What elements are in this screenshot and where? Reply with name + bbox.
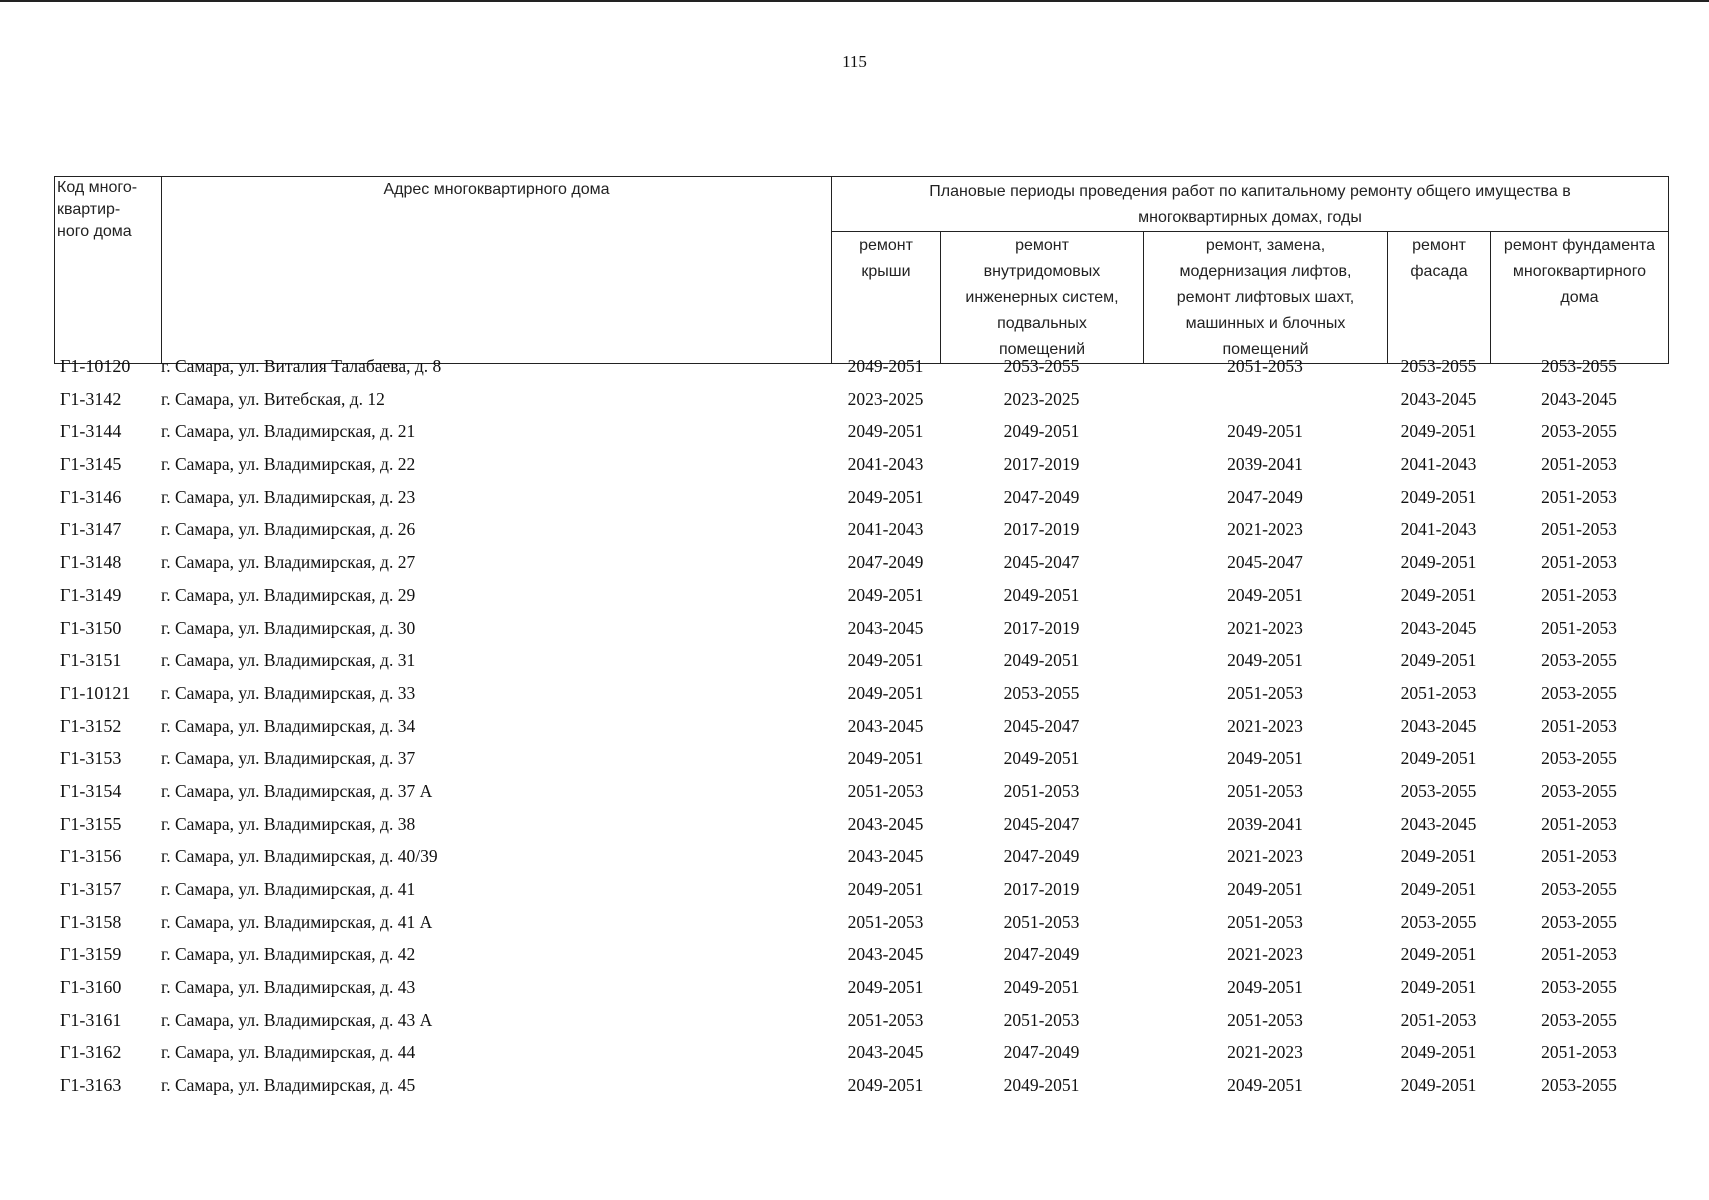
foundation-period-cell: 2053-2055 <box>1541 879 1617 899</box>
elevators-period-cell: 2039-2041 <box>1227 813 1303 834</box>
code-header-line: квартир- <box>57 201 121 218</box>
header-line: модернизация лифтов, <box>1179 263 1352 280</box>
engineering-period-cell: 2051-2053 <box>1003 780 1080 801</box>
header-line: инженерных систем, <box>965 289 1119 306</box>
facade-period-cell: 2049-2051 <box>1400 584 1477 605</box>
address-cell: г. Самара, ул. Владимирская, д. 37 <box>161 748 416 769</box>
header-line: ремонт фундамента <box>1503 237 1656 254</box>
table-row <box>54 618 1668 651</box>
foundation-period-cell: 2053-2055 <box>1541 1009 1617 1030</box>
foundation-period-cell: 2051-2053 <box>1541 813 1617 834</box>
foundation-period-cell: 2053-2055 <box>1541 977 1617 998</box>
house-code-cell: Г1-3145 <box>60 454 122 475</box>
address-cell: г. Самара, ул. Владимирская, д. 40/39 <box>161 846 438 867</box>
facade-period-cell: 2053-2055 <box>1400 780 1477 801</box>
table-row <box>54 487 1668 520</box>
table-row <box>54 846 1668 879</box>
facade-period-cell: 2049-2051 <box>1400 1075 1477 1096</box>
elevators-period-cell: 2045-2047 <box>1227 552 1303 573</box>
facade-period-cell: 2049-2051 <box>1400 650 1477 671</box>
foundation-period-cell: 2051-2053 <box>1541 584 1617 605</box>
engineering-period-cell: 2047-2049 <box>1003 1042 1080 1063</box>
engineering-column-header <box>941 232 1144 364</box>
elevators-period-cell: 2021-2023 <box>1227 1042 1303 1063</box>
engineering-period-cell: 2049-2051 <box>1003 584 1080 605</box>
engineering-period-cell: 2017-2019 <box>1003 879 1080 899</box>
elevators-period-cell: 2051-2053 <box>1227 356 1303 376</box>
elevators-period-cell <box>1143 389 1387 422</box>
address-cell: г. Самара, ул. Владимирская, д. 37 А <box>161 780 433 801</box>
house-code-cell: Г1-10121 <box>60 682 131 703</box>
house-code-cell: Г1-3163 <box>60 1075 122 1096</box>
house-code-cell: Г1-3158 <box>60 911 122 932</box>
table-row <box>54 716 1668 749</box>
foundation-period-cell: 2053-2055 <box>1541 780 1617 801</box>
address-cell: г. Самара, ул. Владимирская, д. 27 <box>161 552 416 573</box>
table-row <box>54 748 1668 781</box>
header-line: ремонт <box>1015 237 1069 254</box>
page-number: 115 <box>842 52 867 71</box>
roof-period-cell: 2047-2049 <box>847 552 924 573</box>
roof-period-cell: 2049-2051 <box>847 486 924 507</box>
elevators-period-cell: 2051-2053 <box>1227 780 1303 801</box>
address-cell: г. Самара, ул. Владимирская, д. 21 <box>161 421 416 442</box>
elevators-column-header <box>1144 232 1388 364</box>
foundation-period-cell: 2051-2053 <box>1541 454 1617 475</box>
engineering-period-cell: 2049-2051 <box>1003 1075 1080 1096</box>
roof-period-cell: 2041-2043 <box>847 519 924 540</box>
engineering-period-cell: 2047-2049 <box>1003 486 1080 507</box>
house-code-cell: Г1-3148 <box>60 552 122 573</box>
data-table <box>54 356 1668 1108</box>
table-row <box>54 912 1668 945</box>
roof-period-cell: 2051-2053 <box>847 1009 924 1030</box>
address-cell: г. Самара, ул. Владимирская, д. 43 <box>161 977 416 998</box>
table-row <box>54 519 1668 552</box>
foundation-column-header <box>1491 232 1669 364</box>
address-cell: г. Самара, ул. Владимирская, д. 38 <box>161 813 416 834</box>
facade-period-cell: 2053-2055 <box>1400 911 1477 932</box>
foundation-period-cell: 2043-2045 <box>1541 388 1617 409</box>
address-cell: г. Самара, ул. Владимирская, д. 29 <box>161 584 416 605</box>
address-header-label: Адрес многоквартирного дома <box>383 181 610 198</box>
table-row <box>54 814 1668 847</box>
engineering-period-cell: 2049-2051 <box>1003 650 1080 671</box>
roof-period-cell: 2049-2051 <box>847 650 924 671</box>
top-rule <box>0 0 1709 2</box>
foundation-period-cell: 2053-2055 <box>1541 356 1617 376</box>
facade-period-cell: 2043-2045 <box>1400 715 1477 736</box>
roof-period-cell: 2043-2045 <box>847 813 924 834</box>
header-line: ремонт <box>859 237 913 254</box>
facade-period-cell: 2043-2045 <box>1400 813 1477 834</box>
address-cell: г. Самара, ул. Владимирская, д. 34 <box>161 715 416 736</box>
foundation-period-cell: 2051-2053 <box>1541 715 1617 736</box>
engineering-period-cell: 2051-2053 <box>1003 911 1080 932</box>
roof-period-cell: 2049-2051 <box>847 682 924 703</box>
engineering-period-cell: 2045-2047 <box>1003 813 1080 834</box>
foundation-period-cell: 2051-2053 <box>1541 846 1617 867</box>
house-code-cell: Г1-3142 <box>60 388 122 409</box>
roof-period-cell: 2043-2045 <box>847 944 924 965</box>
address-cell: г. Самара, ул. Владимирская, д. 30 <box>161 617 416 638</box>
table-row <box>54 454 1668 487</box>
periods-group-header <box>832 177 1669 232</box>
code-column-header <box>55 177 162 364</box>
header-line: дома <box>1560 289 1599 306</box>
table-row <box>54 879 1668 912</box>
address-cell: г. Самара, ул. Витебская, д. 12 <box>161 388 385 409</box>
table-row <box>54 1010 1668 1043</box>
house-code-cell: Г1-3149 <box>60 584 122 605</box>
roof-period-cell: 2043-2045 <box>847 617 924 638</box>
header-line: фасада <box>1410 263 1468 280</box>
engineering-period-cell: 2023-2025 <box>1003 388 1080 409</box>
elevators-period-cell: 2049-2051 <box>1227 421 1303 442</box>
facade-column-header <box>1388 232 1491 364</box>
elevators-period-cell: 2051-2053 <box>1227 911 1303 932</box>
elevators-period-cell: 2049-2051 <box>1227 977 1303 998</box>
header-line: машинных и блочных <box>1185 315 1346 332</box>
house-code-cell: Г1-3157 <box>60 879 122 899</box>
code-header-line: Код много- <box>57 179 138 196</box>
facade-period-cell: 2049-2051 <box>1400 552 1477 573</box>
facade-period-cell: 2053-2055 <box>1400 356 1477 376</box>
roof-period-cell: 2049-2051 <box>847 748 924 769</box>
engineering-period-cell: 2045-2047 <box>1003 715 1080 736</box>
engineering-period-cell: 2017-2019 <box>1003 454 1080 475</box>
roof-period-cell: 2049-2051 <box>847 584 924 605</box>
elevators-period-cell: 2049-2051 <box>1227 1075 1303 1096</box>
house-code-cell: Г1-3153 <box>60 748 122 769</box>
address-cell: г. Самара, ул. Владимирская, д. 42 <box>161 944 416 965</box>
table-body <box>54 356 1668 1108</box>
elevators-period-cell: 2021-2023 <box>1227 617 1303 638</box>
foundation-period-cell: 2051-2053 <box>1541 519 1617 540</box>
roof-period-cell: 2043-2045 <box>847 715 924 736</box>
roof-period-cell: 2049-2051 <box>847 356 924 376</box>
engineering-period-cell: 2051-2053 <box>1003 1009 1080 1030</box>
periods-header-line: Плановые периоды проведения работ по капитальному ремонту общего имущества в <box>929 183 1571 200</box>
facade-period-cell: 2049-2051 <box>1400 977 1477 998</box>
address-cell: г. Самара, ул. Владимирская, д. 41 А <box>161 911 433 932</box>
table-row <box>54 552 1668 585</box>
address-cell: г. Самара, ул. Владимирская, д. 45 <box>161 1075 416 1096</box>
facade-period-cell: 2043-2045 <box>1400 388 1477 409</box>
facade-period-cell: 2049-2051 <box>1400 486 1477 507</box>
address-cell: г. Самара, ул. Владимирская, д. 43 А <box>161 1009 433 1030</box>
roof-period-cell: 2049-2051 <box>847 421 924 442</box>
house-code-cell: Г1-3152 <box>60 715 122 736</box>
address-cell: г. Самара, ул. Владимирская, д. 26 <box>161 519 416 540</box>
table-row <box>54 683 1668 716</box>
engineering-period-cell: 2049-2051 <box>1003 748 1080 769</box>
header-line: помещений <box>1222 341 1309 358</box>
facade-period-cell: 2051-2053 <box>1400 682 1477 703</box>
roof-period-cell: 2043-2045 <box>847 1042 924 1063</box>
house-code-cell: Г1-3151 <box>60 650 122 671</box>
table-row <box>54 1042 1668 1075</box>
address-cell: г. Самара, ул. Владимирская, д. 33 <box>161 682 416 703</box>
foundation-period-cell: 2053-2055 <box>1541 911 1617 932</box>
elevators-period-cell: 2051-2053 <box>1227 1009 1303 1030</box>
elevators-period-cell: 2021-2023 <box>1227 944 1303 965</box>
elevators-period-cell: 2021-2023 <box>1227 519 1303 540</box>
header-line: ремонт <box>1412 237 1466 254</box>
table-row <box>54 356 1668 389</box>
engineering-period-cell: 2017-2019 <box>1003 617 1080 638</box>
table-row <box>54 1075 1668 1108</box>
header-line: ремонт, замена, <box>1205 237 1326 254</box>
roof-period-cell: 2051-2053 <box>847 911 924 932</box>
facade-period-cell: 2041-2043 <box>1400 519 1477 540</box>
table-row <box>54 781 1668 814</box>
elevators-period-cell: 2039-2041 <box>1227 454 1303 475</box>
facade-period-cell: 2041-2043 <box>1400 454 1477 475</box>
header-line: подвальных <box>997 315 1087 332</box>
elevators-period-cell: 2049-2051 <box>1227 748 1303 769</box>
roof-period-cell: 2023-2025 <box>847 388 924 409</box>
roof-period-cell: 2043-2045 <box>847 846 924 867</box>
facade-period-cell: 2043-2045 <box>1400 617 1477 638</box>
facade-period-cell: 2049-2051 <box>1400 846 1477 867</box>
table-row <box>54 650 1668 683</box>
elevators-period-cell: 2049-2051 <box>1227 584 1303 605</box>
foundation-period-cell: 2051-2053 <box>1541 552 1617 573</box>
address-cell: г. Самара, ул. Владимирская, д. 22 <box>161 454 416 475</box>
engineering-period-cell: 2047-2049 <box>1003 846 1080 867</box>
address-cell: г. Самара, ул. Виталия Талабаева, д. 8 <box>161 356 442 376</box>
header-line: многоквартирного <box>1512 263 1647 280</box>
elevators-period-cell: 2047-2049 <box>1227 486 1303 507</box>
house-code-cell: Г1-10120 <box>60 356 131 376</box>
house-code-cell: Г1-3161 <box>60 1009 122 1030</box>
elevators-period-cell: 2049-2051 <box>1227 650 1303 671</box>
address-column-header <box>162 177 832 364</box>
header-line: внутридомовых <box>983 263 1101 280</box>
roof-period-cell: 2051-2053 <box>847 780 924 801</box>
facade-period-cell: 2049-2051 <box>1400 879 1477 899</box>
table-row <box>54 977 1668 1010</box>
address-cell: г. Самара, ул. Владимирская, д. 31 <box>161 650 416 671</box>
roof-column-header <box>832 232 941 364</box>
house-code-cell: Г1-3144 <box>60 421 122 442</box>
address-cell: г. Самара, ул. Владимирская, д. 41 <box>161 879 416 899</box>
facade-period-cell: 2049-2051 <box>1400 748 1477 769</box>
table-row <box>54 585 1668 618</box>
facade-period-cell: 2049-2051 <box>1400 421 1477 442</box>
engineering-period-cell: 2053-2055 <box>1003 682 1080 703</box>
foundation-period-cell: 2053-2055 <box>1541 650 1617 671</box>
engineering-period-cell: 2017-2019 <box>1003 519 1080 540</box>
header-line: крыши <box>861 263 911 280</box>
foundation-period-cell: 2051-2053 <box>1541 486 1617 507</box>
engineering-period-cell: 2045-2047 <box>1003 552 1080 573</box>
elevators-period-cell: 2049-2051 <box>1227 879 1303 899</box>
periods-header-line: многоквартирных домах, годы <box>1138 209 1362 226</box>
header-line: ремонт лифтовых шахт, <box>1176 289 1355 306</box>
engineering-period-cell: 2049-2051 <box>1003 421 1080 442</box>
roof-period-cell: 2049-2051 <box>847 1075 924 1096</box>
foundation-period-cell: 2051-2053 <box>1541 617 1617 638</box>
house-code-cell: Г1-3160 <box>60 977 122 998</box>
house-code-cell: Г1-3155 <box>60 813 122 834</box>
table-row <box>54 944 1668 977</box>
table-row <box>54 421 1668 454</box>
roof-period-cell: 2041-2043 <box>847 454 924 475</box>
header-line: помещений <box>998 341 1086 358</box>
foundation-period-cell: 2053-2055 <box>1541 421 1617 442</box>
foundation-period-cell: 2051-2053 <box>1541 1042 1617 1063</box>
foundation-period-cell: 2053-2055 <box>1541 682 1617 703</box>
foundation-period-cell: 2053-2055 <box>1541 1075 1617 1096</box>
code-header-line: ного дома <box>57 223 132 240</box>
house-code-cell: Г1-3150 <box>60 617 122 638</box>
house-code-cell: Г1-3156 <box>60 846 122 867</box>
engineering-period-cell: 2053-2055 <box>1003 356 1080 376</box>
roof-period-cell: 2049-2051 <box>847 977 924 998</box>
house-code-cell: Г1-3154 <box>60 780 122 801</box>
elevators-period-cell: 2021-2023 <box>1227 715 1303 736</box>
house-code-cell: Г1-3147 <box>60 519 122 540</box>
address-cell: г. Самара, ул. Владимирская, д. 23 <box>161 486 416 507</box>
engineering-period-cell: 2047-2049 <box>1003 944 1080 965</box>
house-code-cell: Г1-3159 <box>60 944 122 965</box>
house-code-cell: Г1-3146 <box>60 486 122 507</box>
house-code-cell: Г1-3162 <box>60 1042 122 1063</box>
foundation-period-cell: 2051-2053 <box>1541 944 1617 965</box>
table-row <box>54 389 1668 422</box>
address-cell: г. Самара, ул. Владимирская, д. 44 <box>161 1042 416 1063</box>
elevators-period-cell: 2021-2023 <box>1227 846 1303 867</box>
table-header <box>54 176 1669 364</box>
engineering-period-cell: 2049-2051 <box>1003 977 1080 998</box>
facade-period-cell: 2049-2051 <box>1400 1042 1477 1063</box>
facade-period-cell: 2051-2053 <box>1400 1009 1477 1030</box>
elevators-period-cell: 2051-2053 <box>1227 682 1303 703</box>
foundation-period-cell: 2053-2055 <box>1541 748 1617 769</box>
facade-period-cell: 2049-2051 <box>1400 944 1477 965</box>
roof-period-cell: 2049-2051 <box>847 879 924 899</box>
